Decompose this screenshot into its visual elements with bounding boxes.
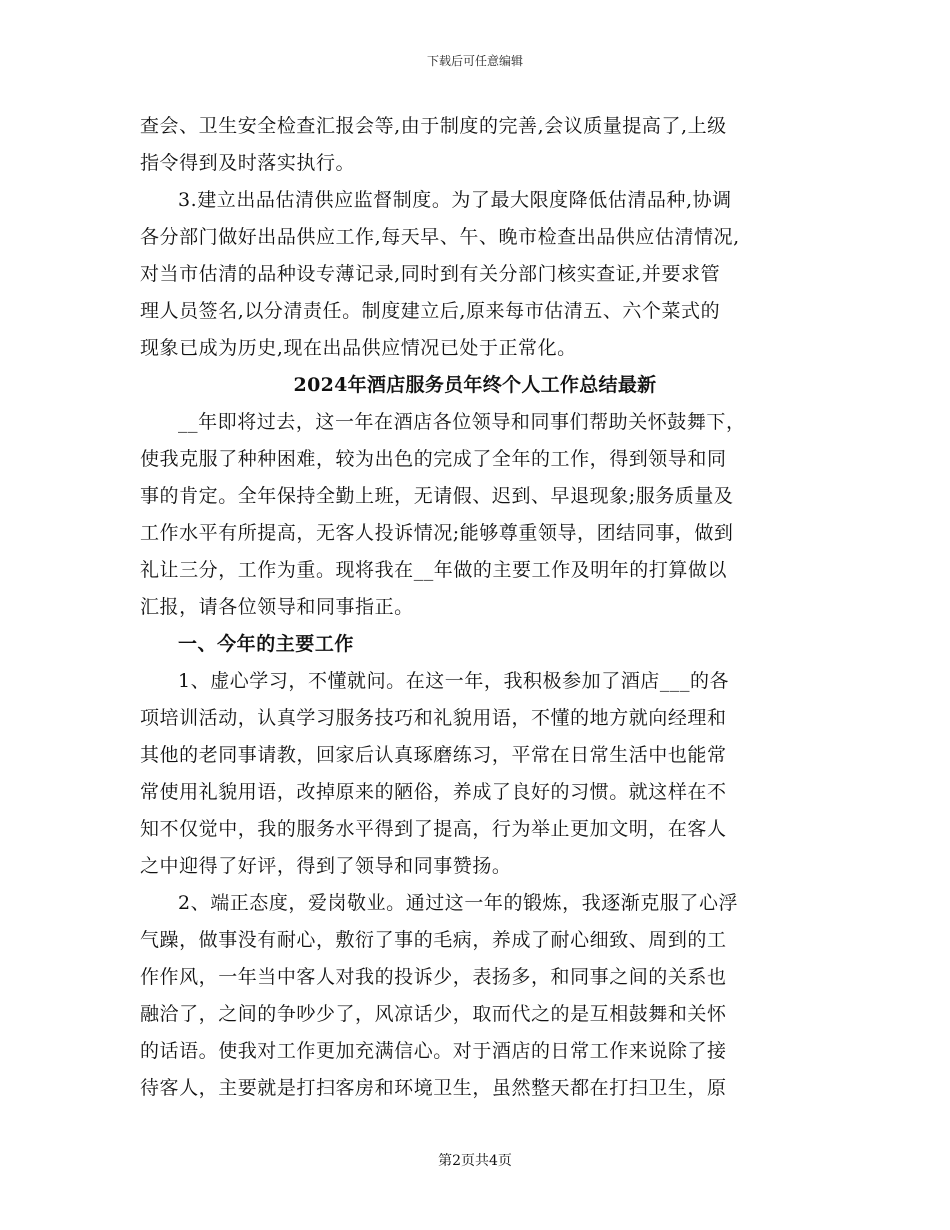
- paragraph-line: 2、端正态度，爱岗敬业。通过这一年的锻炼，我逐渐克服了心浮: [178, 892, 739, 914]
- paragraph-line: __年即将过去，这一年在酒店各位领导和同事们帮助关怀鼓舞下，: [178, 411, 746, 433]
- paragraph-line: 之中迎得了好评，得到了领导和同事赞扬。: [140, 855, 512, 877]
- paragraph-line: 项培训活动，认真学习服务技巧和礼貌用语，不懂的地方就向经理和: [140, 707, 727, 729]
- paragraph-line: 事的肯定。全年保持全勤上班，无请假、迟到、早退现象;服务质量及: [140, 485, 734, 507]
- paragraph-line: 各分部门做好出品供应工作,每天早、午、晚市检查出品供应估清情况,: [140, 226, 740, 248]
- header-note: 下载后可任意编辑: [426, 54, 523, 68]
- paragraph-line: 1、虚心学习，不懂就问。在这一年，我积极参加了酒店___的各: [178, 670, 730, 692]
- paragraph-line: 常使用礼貌用语，改掉原来的陋俗，养成了良好的习惯。就这样在不: [140, 781, 727, 803]
- paragraph-line: 的话语。使我对工作更加充满信心。对于酒店的日常工作来说除了接: [140, 1040, 727, 1062]
- page-number: 第2页共4页: [438, 1153, 512, 1169]
- paragraph-line: 3.建立出品估清供应监督制度。为了最大限度降低估清品种,协调: [178, 189, 732, 211]
- paragraph-line: 查会、卫生安全检查汇报会等,由于制度的完善,会议质量提高了,上级: [140, 115, 727, 137]
- paragraph-line: 汇报，请各位领导和同事指正。: [140, 596, 414, 618]
- paragraph-line: 礼让三分，工作为重。现将我在__年做的主要工作及明年的打算做以: [140, 559, 728, 581]
- paragraph-line: 现象已成为历史,现在出品供应情况已处于正常化。: [140, 337, 577, 359]
- paragraph-line: 其他的老同事请教，回家后认真琢磨练习，平常在日常生活中也能常: [140, 744, 727, 766]
- paragraph-line: 对当市估清的品种设专薄记录,同时到有关分部门核实查证,并要求管: [140, 263, 721, 285]
- paragraph-line: 理人员签名,以分清责任。制度建立后,原来每市估清五、六个菜式的: [140, 300, 721, 322]
- paragraph-line: 气躁，做事没有耐心，敷衍了事的毛病，养成了耐心细致、周到的工: [140, 929, 727, 951]
- paragraph-line: 知不仅觉中，我的服务水平得到了提高，行为举止更加文明，在客人: [140, 818, 727, 840]
- paragraph-line: 指令得到及时落实执行。: [140, 152, 356, 174]
- section-heading: 一、今年的主要工作: [178, 633, 354, 655]
- paragraph-line: 待客人，主要就是打扫客房和环境卫生，虽然整天都在打扫卫生，原: [140, 1077, 727, 1099]
- paragraph-line: 工作水平有所提高，无客人投诉情况;能够尊重领导，团结同事，做到: [140, 522, 734, 544]
- document-body: [140, 108, 810, 1107]
- paragraph-line: 使我克服了种种困难，较为出色的完成了全年的工作，得到领导和同: [140, 448, 727, 470]
- paragraph-line: 作作风，一年当中客人对我的投诉少，表扬多，和同事之间的关系也: [140, 966, 727, 988]
- paragraph-line: 融洽了，之间的争吵少了，风凉话少，取而代之的是互相鼓舞和关怀: [140, 1003, 727, 1025]
- document-title: 2024年酒店服务员年终个人工作总结最新: [293, 374, 657, 396]
